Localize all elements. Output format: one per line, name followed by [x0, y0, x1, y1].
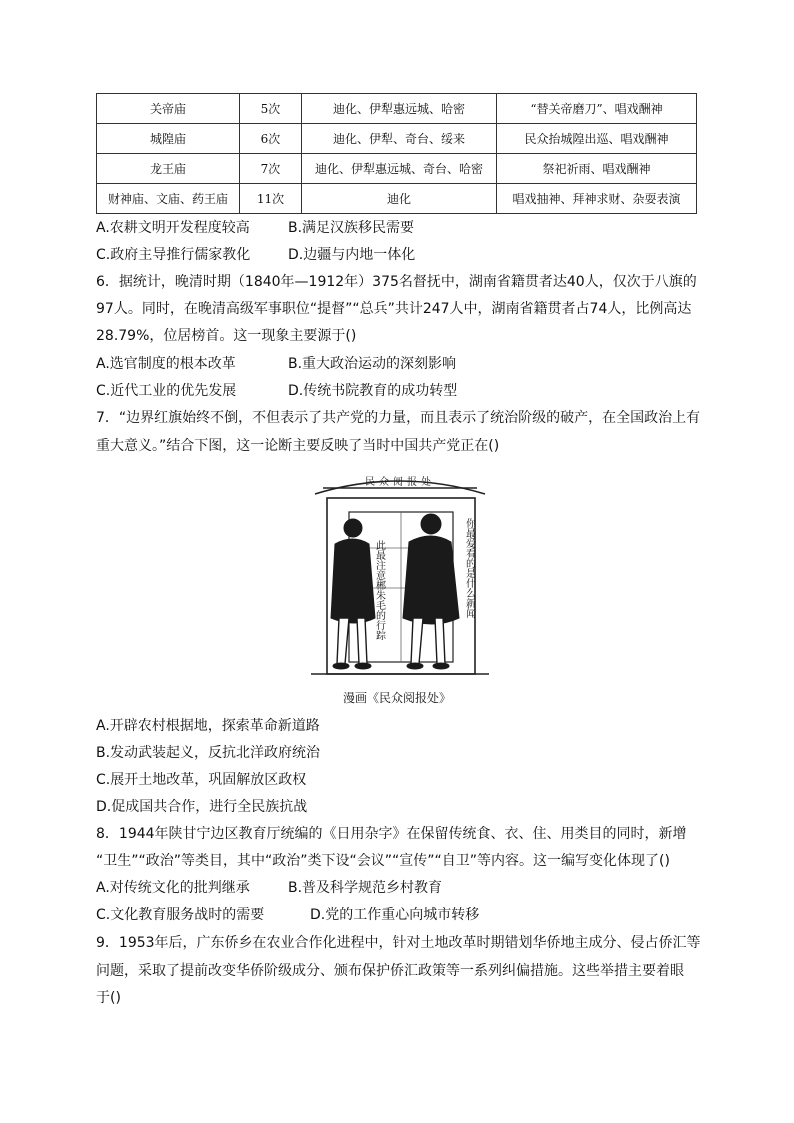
q8-option-c[interactable]: C.文化教育服务战时的需要: [96, 907, 265, 923]
q8-options-row-2: [96, 905, 479, 925]
right-figure: [403, 514, 459, 669]
cartoon-caption: 漫画《民众阅报处》: [342, 691, 451, 705]
q6-options-row-1: [96, 354, 456, 374]
count-cell: 11次: [240, 184, 302, 214]
q6-stem-line-2: 97人。同时，在晚清高级军事职位“提督”“总兵”共计247人中，湖南省籍贯者占74人，比例高达: [96, 301, 692, 317]
activity-cell: 民众抬城隍出巡、唱戏酬神: [497, 124, 697, 154]
cartoon-left-text: 此最注意郴朱毛的行踪: [373, 540, 385, 640]
q8-stem-line-2: “卫生”“政治”等类目，其中“政治”类下设“会议”“宣传”“自卫”等内容。这一编写变化体现了(): [96, 853, 670, 869]
q6-option-d[interactable]: D.传统书院教育的成功转型: [288, 383, 458, 399]
q7-option-c[interactable]: C.展开土地改革，巩固解放区政权: [96, 772, 307, 788]
count-cell: 5次: [240, 94, 302, 124]
places-cell: 迪化、伊犁、奇台、绥来: [302, 124, 497, 154]
count-cell: 6次: [240, 124, 302, 154]
count-cell: 7次: [240, 154, 302, 184]
activity-cell: 祭祀祈雨、唱戏酬神: [497, 154, 697, 184]
q8-option-b[interactable]: B.普及科学规范乡村教育: [288, 880, 443, 896]
table-row: [97, 94, 697, 124]
q9-stem-line-2: 问题，采取了提前改变华侨阶级成分、颁布保护侨汇政策等一系列纠偏措施。这些举措主要着眼: [96, 963, 684, 979]
q7-option-d[interactable]: D.促成国共合作，进行全民族抗战: [96, 799, 308, 815]
q9-stem-line-1: 9．1953年后，广东侨乡在农业合作化进程中，针对土地改革时期错划华侨地主成分、侵占侨汇等: [96, 935, 701, 951]
temple-name-cell: 龙王庙: [97, 154, 240, 184]
q5-option-c[interactable]: C.政府主导推行儒家教化: [96, 247, 251, 263]
table-row: [97, 124, 697, 154]
q8-options-row-1: [96, 878, 442, 898]
q6-option-a[interactable]: A.选官制度的根本改革: [96, 356, 236, 372]
cartoon-image: [309, 468, 491, 680]
q5-options-row-2: [96, 245, 415, 265]
q6-options-row-2: [96, 381, 457, 401]
cartoon-sign: 民众阅报处: [365, 477, 435, 488]
q5-options-row-1: [96, 218, 414, 238]
table-row: [97, 184, 697, 214]
activity-cell: “替关帝磨刀”、唱戏酬神: [497, 94, 697, 124]
q8-stem-line-1: 8．1944年陕甘宁边区教育厅统编的《日用杂字》在保留传统食、衣、住、用类目的同时，新增: [96, 826, 687, 842]
q5-option-d[interactable]: D.边疆与内地一体化: [288, 247, 416, 263]
q6-option-b[interactable]: B.重大政治运动的深刻影响: [288, 356, 457, 372]
activity-cell: 唱戏抽神、拜神求财、杂耍表演: [497, 184, 697, 214]
q7-option-a[interactable]: A.开辟农村根据地，探索革命新道路: [96, 718, 320, 734]
q8-option-d[interactable]: D.党的工作重心向城市转移: [310, 907, 480, 923]
q5-option-a[interactable]: A.农耕文明开发程度较高: [96, 220, 250, 236]
left-figure: [331, 519, 375, 669]
places-cell: 迪化: [302, 184, 497, 214]
q7-option-b[interactable]: B.发动武装起义，反抗北洋政府统治: [96, 745, 321, 761]
table-row: [97, 154, 697, 184]
q7-stem-line-1: 7．“边界红旗始终不倒，不但表示了共产党的力量，而且表示了统治阶级的破产，在全国政治上有: [96, 410, 701, 426]
places-cell: 迪化、伊犁惠远城、哈密: [302, 94, 497, 124]
temple-name-cell: 城隍庙: [97, 124, 240, 154]
cartoon-right-text: 你最爱看的是什么新闻: [463, 518, 475, 618]
q6-stem-line-3: 28.79%，位居榜首。这一现象主要源于(): [96, 328, 357, 344]
q8-option-a[interactable]: A.对传统文化的批判继承: [96, 880, 250, 896]
q5-option-b[interactable]: B.满足汉族移民需要: [288, 220, 415, 236]
temple-name-cell: 财神庙、文庙、药王庙: [97, 184, 240, 214]
temple-table: [96, 93, 697, 214]
temple-name-cell: 关帝庙: [97, 94, 240, 124]
q9-stem-line-3: 于(): [96, 990, 121, 1006]
q6-option-c[interactable]: C.近代工业的优先发展: [96, 383, 237, 399]
q6-stem-line-1: 6．据统计，晚清时期（1840年—1912年）375名督抚中，湖南省籍贯者达40人，仅次于八旗的: [96, 274, 697, 290]
places-cell: 迪化、伊犁惠远城、奇台、哈密: [302, 154, 497, 184]
q7-stem-line-2: 重大意义。”结合下图，这一论断主要反映了当时中国共产党正在(): [96, 438, 500, 454]
